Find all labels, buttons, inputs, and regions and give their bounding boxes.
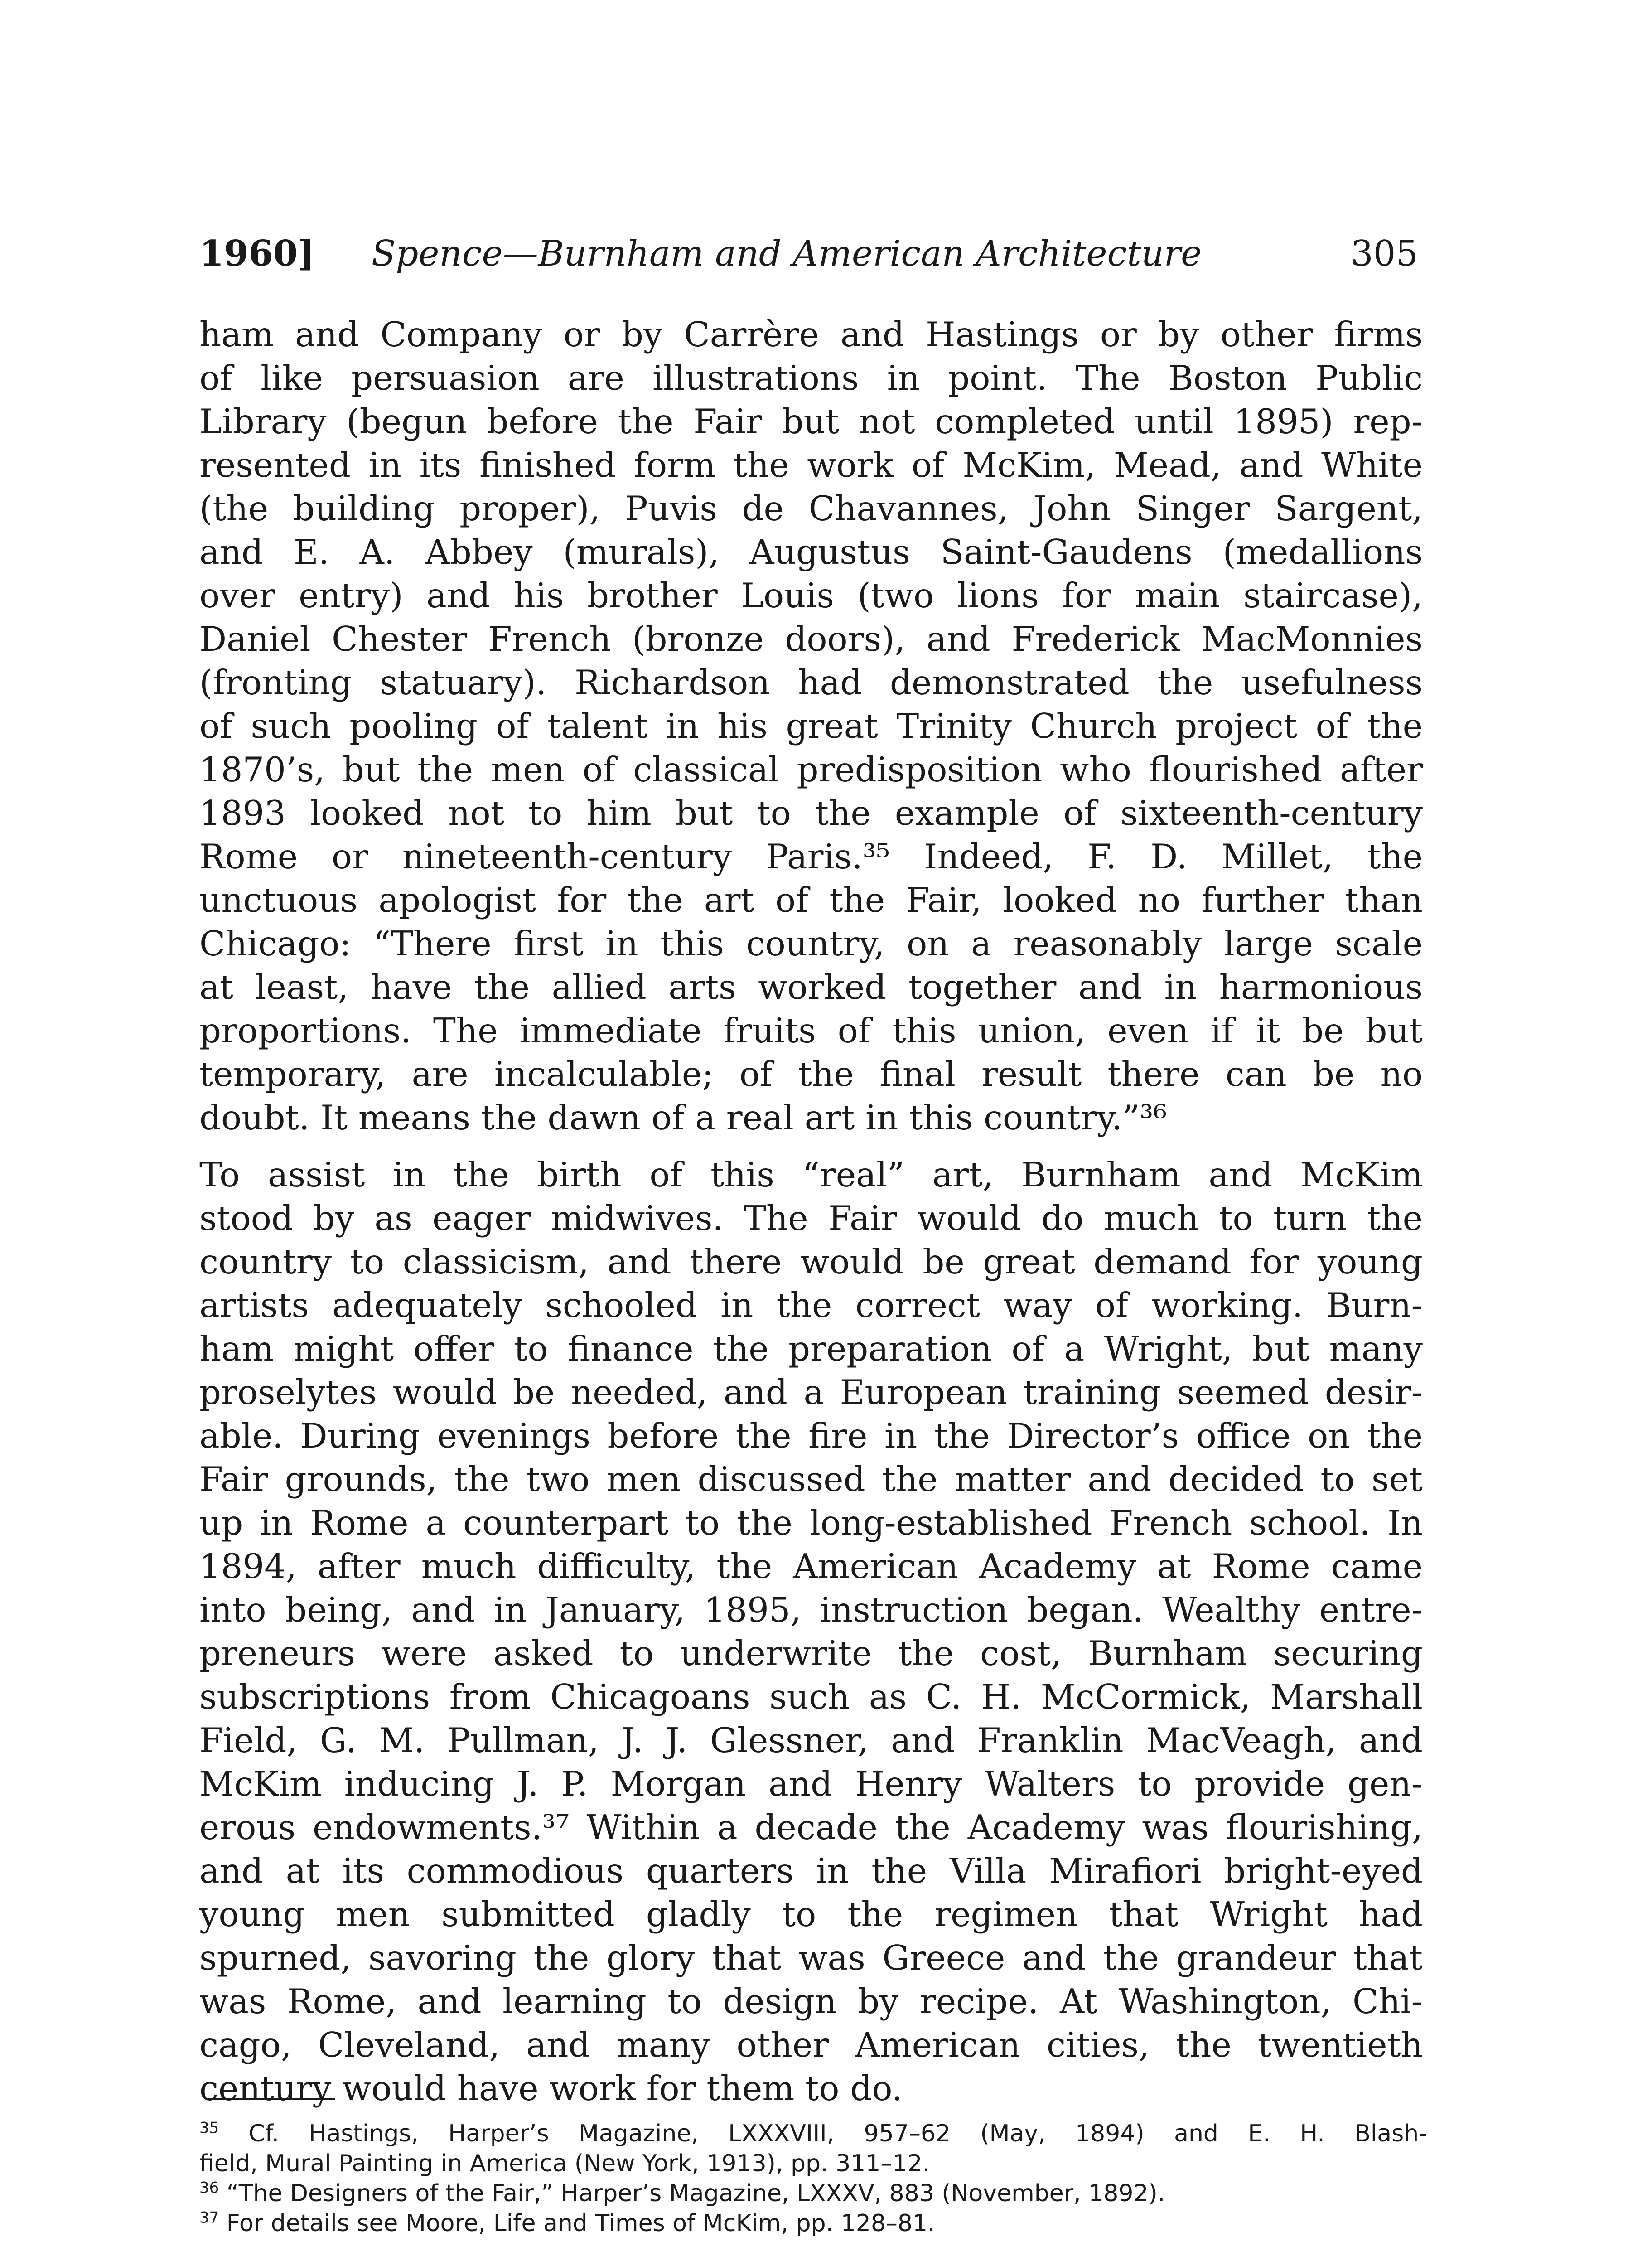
text-line: spurned, savoring the glory that was Greece and the grandeur that xyxy=(199,1938,1423,1978)
footnote xyxy=(199,2179,1427,2208)
text-line: Library (begun before the Fair but not completed until 1895) rep- xyxy=(199,402,1423,441)
text-line: unctuous apologist for the art of the Fair, looked no further than xyxy=(199,880,1423,920)
header-running-title: Spence—Burnham and American Architecture xyxy=(372,233,1202,274)
text-line: Rome or nineteenth-century Paris.³⁵ Indeed, F. D. Millet, the xyxy=(199,837,1423,876)
text-line: at least, have the allied arts worked together and in harmonious xyxy=(199,967,1423,1007)
text-line: 1894, after much difficulty, the American Academy at Rome came xyxy=(199,1546,1423,1586)
text-line: over entry) and his brother Louis (two lions for main staircase), xyxy=(199,576,1423,615)
footnote-text: “The Designers of the Fair,” Harper’s Magazine, LXXXV, 883 (November, 1892). xyxy=(226,2180,1165,2207)
footnote xyxy=(199,2208,1427,2238)
text-line: Chicago: “There first in this country, on a reasonably large scale xyxy=(199,924,1423,964)
text-line: McKim inducing J. P. Morgan and Henry Walters to provide gen- xyxy=(199,1764,1423,1804)
text-line: stood by as eager midwives. The Fair would do much to turn the xyxy=(199,1198,1423,1238)
text-line: of like persuasion are illustrations in point. The Boston Public xyxy=(199,358,1423,398)
text-line: cago, Cleveland, and many other American cities, the twentieth xyxy=(199,2025,1423,2065)
text-line: doubt. It means the dawn of a real art in this country.”³⁶ xyxy=(199,1098,1167,1138)
footnote-marker: 35 xyxy=(199,2119,219,2137)
text-line: century would have work for them to do. xyxy=(199,2068,903,2108)
text-line: (fronting statuary). Richardson had demonstrated the usefulness xyxy=(199,663,1423,702)
footnote-divider xyxy=(206,2098,335,2100)
text-line: into being, and in January, 1895, instruction began. Wealthy entre- xyxy=(199,1590,1423,1630)
footnote-line: field, Mural Painting in America (New York, 1913), pp. 311–12. xyxy=(199,2150,930,2177)
text-line: To assist in the birth of this “real” art, Burnham and McKim xyxy=(199,1155,1423,1195)
text-line: able. During evenings before the fire in the Director’s office on the xyxy=(199,1416,1423,1456)
text-line: artists adequately schooled in the correct way of working. Burn- xyxy=(199,1285,1423,1325)
text-line: temporary, are incalculable; of the final result there can be no xyxy=(199,1054,1423,1094)
text-line: up in Rome a counterpart to the long-established French school. In xyxy=(199,1503,1423,1543)
footnote-text: For details see Moore, Life and Times of McKim, pp. 128–81. xyxy=(226,2210,935,2237)
footnote xyxy=(199,2119,1427,2179)
text-line: 1893 looked not to him but to the example of sixteenth-century xyxy=(199,793,1423,833)
text-line: ham and Company or by Carrère and Hastings or by other firms xyxy=(199,315,1423,354)
text-line: proselytes would be needed, and a European training seemed desir- xyxy=(199,1372,1423,1412)
footnote-text: Cf. Hastings, Harper’s Magazine, LXXXVIII, 957–62 (May, 1894) and E. H. Blash- xyxy=(248,2120,1427,2147)
text-line: young men submitted gladly to the regimen that Wright had xyxy=(199,1894,1423,1934)
text-line: (the building proper), Puvis de Chavannes, John Singer Sargent, xyxy=(199,489,1423,528)
paragraph xyxy=(199,313,1423,1139)
text-line: was Rome, and learning to design by recipe. At Washington, Chi- xyxy=(199,1981,1423,2021)
text-line: Fair grounds, the two men discussed the matter and decided to set xyxy=(199,1459,1423,1499)
footnote-marker: 36 xyxy=(199,2179,219,2197)
footnote-line xyxy=(199,2119,1427,2149)
text-line: and E. A. Abbey (murals), Augustus Saint-Gaudens (medallions xyxy=(199,532,1423,572)
footnotes xyxy=(199,2119,1427,2238)
running-header xyxy=(199,227,1418,281)
body-text xyxy=(199,313,1423,2110)
text-line: resented in its finished form the work of McKim, Mead, and White xyxy=(199,445,1423,485)
header-year: 1960] xyxy=(199,233,314,274)
paragraph xyxy=(199,1153,1423,2110)
footnote-line xyxy=(199,2179,1427,2208)
paragraph-gap xyxy=(199,1139,1423,1153)
page-number: 305 xyxy=(1351,233,1418,274)
text-line: of such pooling of talent in his great Trinity Church project of the xyxy=(199,706,1423,746)
text-line: Field, G. M. Pullman, J. J. Glessner, and Franklin MacVeagh, and xyxy=(199,1720,1423,1760)
text-line: preneurs were asked to underwrite the cost, Burnham securing xyxy=(199,1633,1423,1673)
footnote-line xyxy=(199,2208,1427,2238)
text-line: proportions. The immediate fruits of this union, even if it be but xyxy=(199,1011,1423,1051)
text-line: erous endowments.³⁷ Within a decade the Academy was flourishing, xyxy=(199,1807,1423,1847)
text-line: Daniel Chester French (bronze doors), and Frederick MacMonnies xyxy=(199,619,1423,659)
text-line: subscriptions from Chicagoans such as C. H. McCormick, Marshall xyxy=(199,1677,1423,1717)
text-line: and at its commodious quarters in the Villa Mirafiori bright-eyed xyxy=(199,1851,1423,1891)
text-line: country to classicism, and there would be great demand for young xyxy=(199,1242,1423,1282)
footnote-marker: 37 xyxy=(199,2208,219,2227)
text-line: 1870’s, but the men of classical predisposition who flourished after xyxy=(199,750,1423,789)
text-line: ham might offer to finance the preparation of a Wright, but many xyxy=(199,1329,1423,1369)
